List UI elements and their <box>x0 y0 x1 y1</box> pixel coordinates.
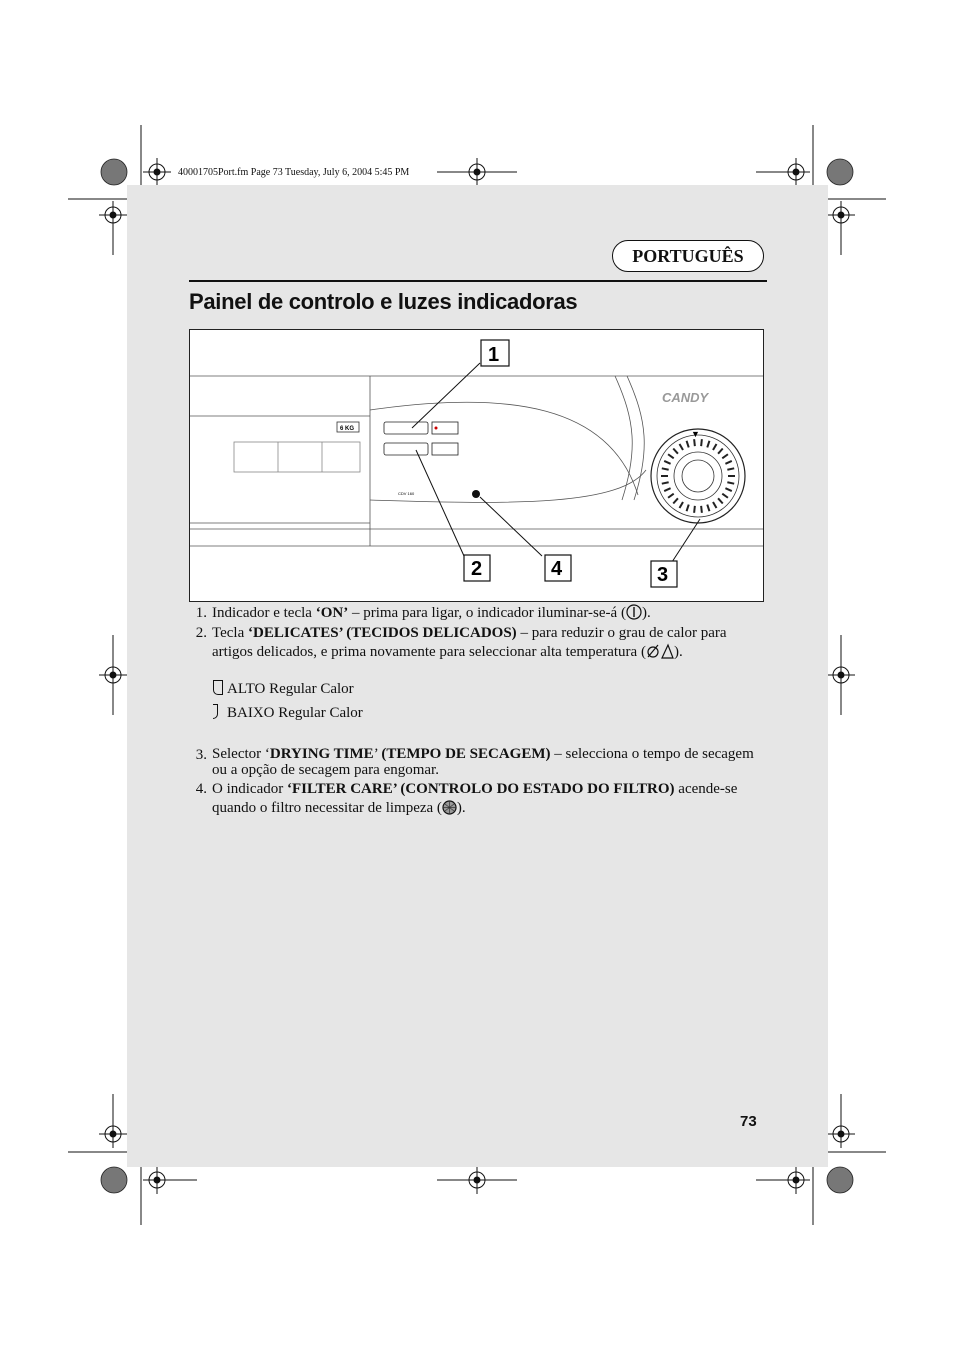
filter-icon <box>442 800 457 816</box>
legend-label: ALTO Regular Calor <box>227 681 354 697</box>
legend-label: BAIXO Regular Calor <box>227 705 363 721</box>
legend-low-heat <box>213 704 363 722</box>
dial-tick <box>725 488 731 491</box>
dial-tick <box>680 444 684 450</box>
dial-tick <box>664 461 670 464</box>
dial-tick <box>701 506 702 513</box>
callout-2: 2 <box>471 558 483 580</box>
dial-tick <box>662 468 669 469</box>
dial-tick <box>662 482 669 483</box>
dial-tick <box>718 449 723 454</box>
dial-tick <box>727 482 734 483</box>
item-number: 3. <box>195 747 207 763</box>
dial-tick <box>713 444 717 450</box>
callout-1: 1 <box>488 344 500 366</box>
delicates-icon <box>646 644 674 660</box>
legend-high-heat <box>213 680 354 698</box>
dial-tick <box>694 439 695 446</box>
title-rule <box>189 280 767 282</box>
control-panel-drawing <box>190 330 763 601</box>
dial-tick <box>727 468 734 469</box>
item-text: Selector ‘DRYING TIME’ (TEMPO DE SECAGEM) – selecciona o tempo de secagem ou a opção de secagem para engomar. <box>212 746 754 778</box>
dial-tick <box>713 502 717 508</box>
dial-tick <box>701 439 702 446</box>
page-title: Painel de controlo e luzes indicadoras <box>189 289 578 314</box>
file-header: 40001705Port.fm Page 73 Tuesday, July 6, 2004 5:45 PM <box>178 167 410 178</box>
brand-logo: CANDY <box>662 390 709 405</box>
control-panel-figure <box>189 329 764 602</box>
high-heat-icon <box>213 680 223 695</box>
item-text: Indicador e tecla ‘ON’ – prima para ligar, o indicador iluminar-se-á ( ). <box>212 605 651 621</box>
dial-tick <box>725 461 731 464</box>
model-label: CDV 160 <box>398 491 415 496</box>
capacity-label: 6 KG <box>340 426 355 432</box>
callout-4: 4 <box>551 558 563 580</box>
dial-tick <box>680 502 684 508</box>
dial-tick <box>664 488 670 491</box>
item-text: Tecla ‘DELICATES’ (TECIDOS DELICADOS) – para reduzir o grau de calor para artigos delicados, e prima novamente para seleccionar alta temperatura ( ). <box>212 625 727 660</box>
dial-tick <box>668 454 674 458</box>
dial-tick <box>707 441 709 448</box>
item-number: 4. <box>195 781 207 797</box>
dial-tick <box>694 506 695 513</box>
dial-tick <box>718 498 723 503</box>
filter-indicator-light <box>472 490 480 498</box>
low-heat-icon <box>213 704 218 719</box>
dial-tick <box>668 494 674 498</box>
dial-tick <box>687 441 689 448</box>
callout-3: 3 <box>657 564 669 586</box>
dial-tick <box>687 505 689 512</box>
power-icon <box>626 605 642 621</box>
item-number: 2. <box>195 625 207 641</box>
language-badge: PORTUGUÊS <box>612 240 764 272</box>
dial-tick <box>707 505 709 512</box>
dial-tick <box>673 449 678 454</box>
dial-tick <box>673 498 678 503</box>
dial-tick <box>722 454 728 458</box>
dial-arrow: ▼ <box>691 429 700 439</box>
page-number: 73 <box>740 1113 757 1130</box>
dial-tick <box>722 494 728 498</box>
item-text: O indicador ‘FILTER CARE’ (CONTROLO DO ESTADO DO FILTRO) acende-se quando o filtro necessitar de limpeza ( ). <box>212 781 738 816</box>
item-number: 1. <box>195 605 207 621</box>
